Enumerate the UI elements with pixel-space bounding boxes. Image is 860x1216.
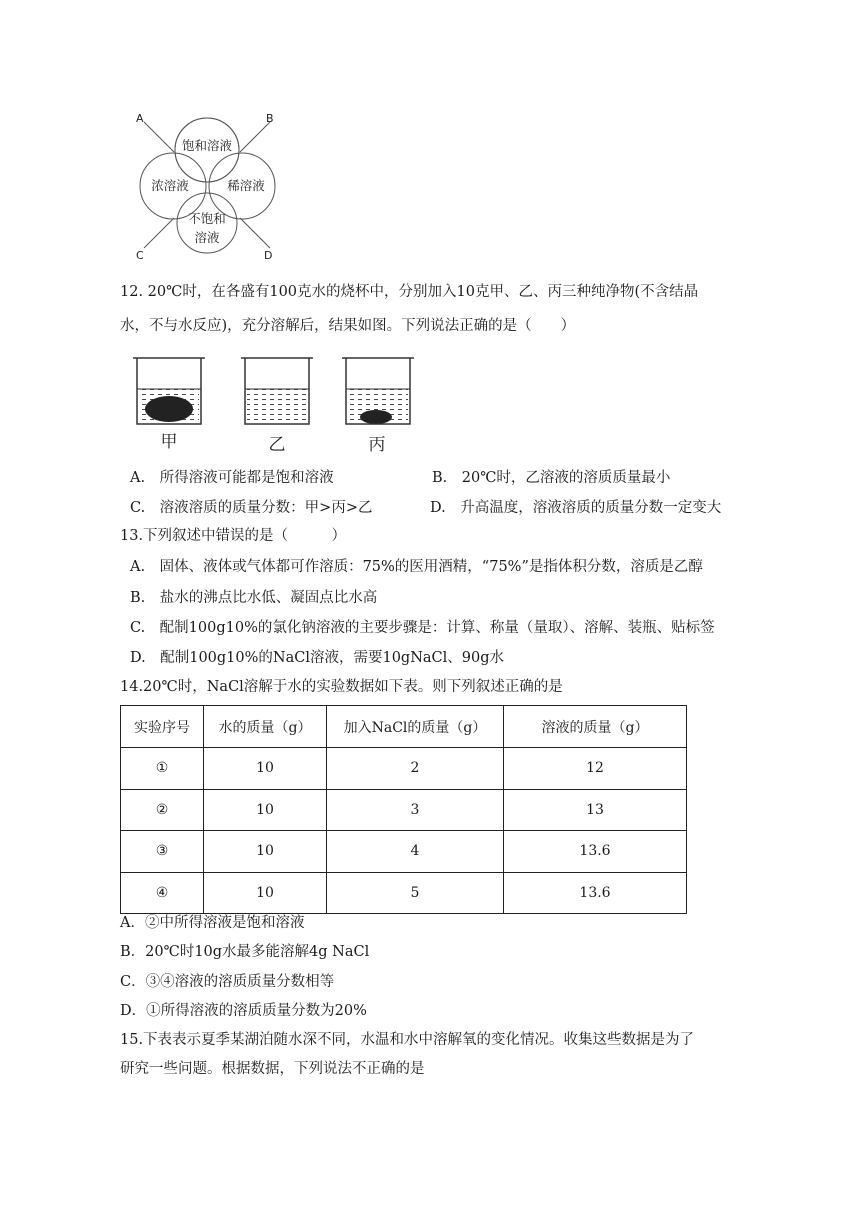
table-header-cell: 加入NaCl的质量（g） (327, 706, 504, 748)
q12-option-a: A. 所得溶液可能都是饱和溶液 (130, 470, 334, 486)
table-cell: 5 (327, 872, 504, 914)
q12-stem-line1: 12. 20℃时，在各盛有100克水的烧杯中，分别加入10克甲、乙、丙三种纯净物(不含结晶 (120, 284, 699, 300)
table-cell: 13.6 (504, 831, 687, 873)
table-cell: 4 (327, 831, 504, 873)
q15-stem-line1: 15.下表表示夏季某湖泊随水深不同，水温和水中溶解氧的变化情况。收集这些数据是为了 (120, 1032, 695, 1048)
q14-option-d: D．①所得溶液的溶质质量分数为20% (120, 1003, 367, 1019)
venn-text-left: 浓溶液 (151, 178, 189, 193)
q14-option-b: B．20℃时10g水最多能溶解4g NaCl (120, 944, 370, 960)
table-cell: 13.6 (504, 872, 687, 914)
q15-stem-line2: 研究一些问题。根据数据，下列说法不正确的是 (120, 1061, 425, 1077)
precipitate-jia (145, 396, 193, 422)
venn-label-a: A (136, 112, 144, 125)
table-header-cell: 水的质量（g） (204, 706, 327, 748)
q14-stem: 14.20℃时，NaCl溶解于水的实验数据如下表。则下列叙述正确的是 (120, 679, 563, 695)
venn-line-b (240, 122, 270, 152)
table-row (121, 872, 687, 914)
venn-line-a (144, 122, 174, 152)
table-cell: ② (121, 789, 204, 831)
q13-option-d: D. 配制100g10%的NaCl溶液，需要10gNaCl、90g水 (130, 650, 504, 666)
venn-line-c (144, 218, 174, 248)
q13-stem: 13.下列叙述中错误的是（ ） (120, 528, 347, 544)
q13-option-b: B. 盐水的沸点比水低、凝固点比水高 (130, 590, 378, 606)
table-cell: ③ (121, 831, 204, 873)
table-row (121, 748, 687, 790)
table-cell: 13 (504, 789, 687, 831)
venn-text-right: 稀溶液 (227, 178, 265, 193)
venn-label-b: B (266, 112, 274, 125)
beaker-jia (133, 358, 205, 424)
table-row (121, 789, 687, 831)
q12-option-d: D. 升高温度，溶液溶质的质量分数一定变大 (430, 500, 722, 516)
beaker-bing (342, 358, 414, 424)
beaker-label-yi: 乙 (268, 435, 286, 455)
venn-text-bottom-1: 不饱和 (188, 211, 226, 226)
table-cell: 10 (204, 789, 327, 831)
table-row (121, 831, 687, 873)
venn-line-d (240, 218, 270, 248)
q14-option-a: A．②中所得溶液是饱和溶液 (120, 915, 305, 931)
table-cell: 12 (504, 748, 687, 790)
table-cell: 10 (204, 748, 327, 790)
q12-stem-line2: 水，不与水反应)，充分溶解后，结果如图。下列说法正确的是（ ） (120, 318, 576, 334)
q14-data-table (120, 705, 687, 914)
precipitate-bing (360, 410, 392, 424)
q13-option-a: A. 固体、液体或气体都可作溶质：75%的医用酒精，“75%”是指体积分数，溶质是乙醇 (130, 559, 703, 575)
venn-text-bottom-2: 溶液 (194, 230, 220, 245)
q13-option-c: C. 配制100g10%的氯化钠溶液的主要步骤是：计算、称量（量取）、溶解、装瓶、贴标签 (130, 620, 715, 636)
table-header-cell: 溶液的质量（g） (504, 706, 687, 748)
table-cell: 10 (204, 872, 327, 914)
q12-option-b: B. 20℃时，乙溶液的溶质质量最小 (432, 470, 671, 486)
beaker-label-jia: 甲 (160, 432, 178, 452)
beaker-label-bing: 丙 (368, 435, 386, 455)
table-cell: 10 (204, 831, 327, 873)
venn-label-d: D (264, 249, 273, 262)
venn-text-top: 饱和溶液 (181, 138, 233, 153)
table-cell: 3 (327, 789, 504, 831)
table-cell: 2 (327, 748, 504, 790)
table-header-row (121, 706, 687, 748)
venn-label-c: C (136, 249, 144, 262)
q14-option-c: C．③④溶液的溶质质量分数相等 (120, 974, 335, 990)
table-header-cell: 实验序号 (121, 706, 204, 748)
beaker-yi (241, 358, 313, 424)
table-cell: ④ (121, 872, 204, 914)
beakers-figure (125, 352, 425, 457)
venn-diagram (130, 108, 290, 263)
q12-option-c: C. 溶液溶质的质量分数：甲>丙>乙 (130, 500, 373, 516)
table-cell: ① (121, 748, 204, 790)
